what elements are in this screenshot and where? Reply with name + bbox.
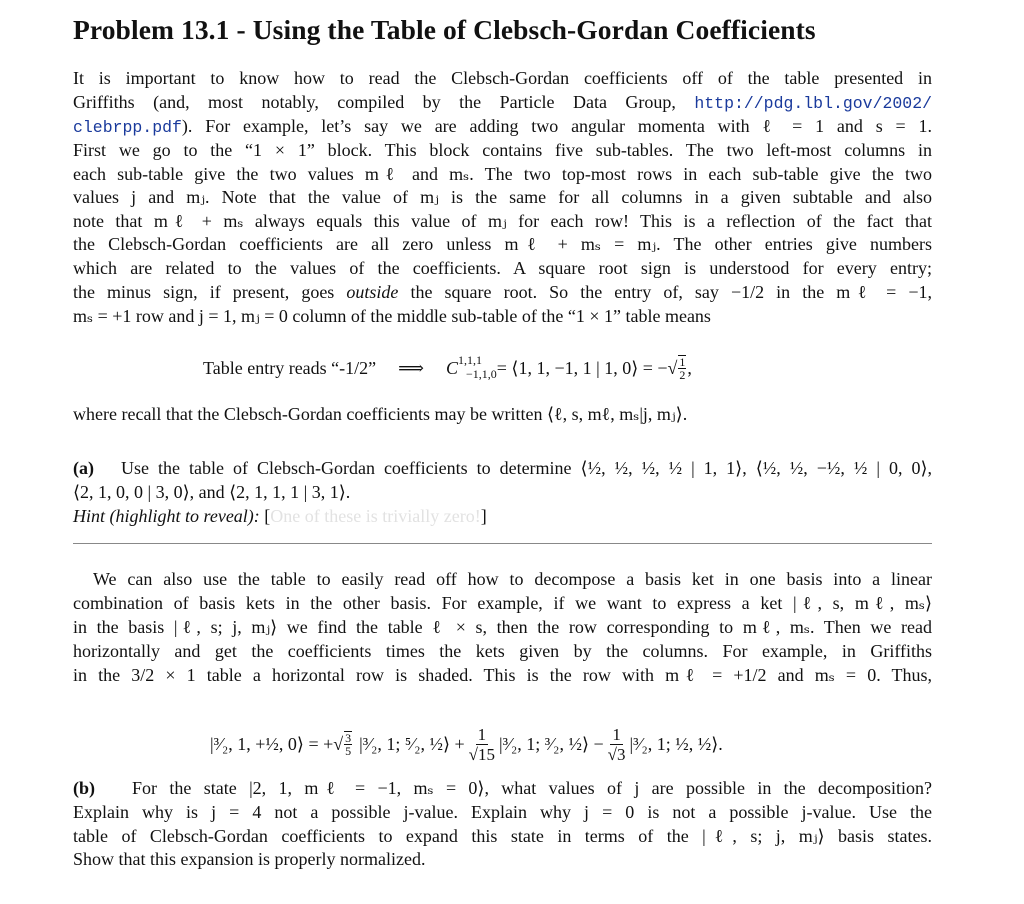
cg-symbol: C (445, 358, 458, 378)
eq-middle: = ⟨1, 1, −1, 1 | 1, 0⟩ = −√ (496, 358, 678, 378)
hidden-hint[interactable]: One of these is trivially zero! (270, 506, 481, 526)
text-line: combination of basis kets in the other basis. For example, if we want to express a ket |ℓ, s, mℓ, mₛ⟩ (73, 593, 932, 613)
fraction (469, 725, 495, 764)
text-line: mₛ = +1 row and j = 1, mⱼ = 0 column of the middle sub-table of the “1 × 1” table means (73, 306, 711, 326)
ket: |³⁄₂, 1; ½, ½⟩. (629, 734, 723, 754)
recall-line: where recall that the Clebsch-Gordan coefficients may be written ⟨ℓ, s, mℓ, mₛ|j, mⱼ⟩. (73, 404, 688, 424)
denominator: 2 (679, 368, 686, 382)
fraction (344, 731, 352, 757)
ket: |³⁄₂, 1; ³⁄₂, ½⟩ − (499, 734, 604, 754)
text-line: values j and mⱼ. Note that the value of mⱼ is the same for all columns in a given subtable and also (73, 187, 932, 207)
text-line: First we go to the “1 × 1” block. This block contains five sub-tables. The two left-most columns in (73, 140, 932, 160)
page-title: Problem 13.1 - Using the Table of Clebsch-Gordan Coefficients (73, 14, 816, 45)
text-line: the Clebsch-Gordan coefficients are all zero unless mℓ + mₛ = mⱼ. The other entries give numbers (73, 234, 932, 254)
text-line: which are related to the values of the coefficients. A square root sign is understood for every entry; (73, 258, 932, 278)
text-line: note that mℓ + mₛ always equals this value of mⱼ for each row! This is a reflection of the fact that (73, 211, 932, 231)
denominator: √15 (468, 744, 495, 764)
text-line (73, 91, 932, 115)
text-line (73, 115, 932, 139)
part-label: (a) (73, 458, 94, 478)
text-line: Show that this expansion is properly normalized. (73, 849, 426, 869)
bracket: [ (264, 506, 271, 526)
fraction (678, 355, 686, 381)
emphasis: outside (346, 282, 399, 302)
hint-label: Hint (highlight to reveal): (73, 506, 260, 526)
text-segment: Use the table of Clebsch-Gordan coefficients to determine ⟨½, ½, ½, ½ | 1, 1⟩, ⟨½, ½, −½, ½ | 0, 0⟩, (121, 458, 933, 478)
text-line: table of Clebsch-Gordan coefficients to expand this state in terms of the |ℓ, s; j, mⱼ⟩ basis states. (73, 826, 932, 846)
numerator: 1 (679, 355, 686, 369)
cg-superscript: 1,1,1 (457, 353, 482, 367)
equation-table-entry (203, 350, 692, 386)
equation-decomposition (210, 722, 723, 766)
text-line: in the basis |ℓ, s; j, mⱼ⟩ we find the table ℓ × s, then the row corresponding to mℓ, mₛ. Then we read (73, 617, 932, 637)
hint-line (73, 505, 932, 527)
text-line: We can also use the table to easily read off how to decompose a basis ket in one basis into a linear (93, 569, 932, 589)
denominator: √3 (607, 744, 626, 764)
eq-lhs: |³⁄₂, 1, +½, 0⟩ = +√ (210, 734, 344, 754)
text-line: in the 3/2 × 1 table a horizontal row is shaded. This is the row with mℓ = +1/2 and mₛ = 0. Thus, (73, 665, 932, 685)
text-line (73, 281, 932, 303)
text-line (73, 457, 932, 479)
divider (73, 543, 932, 544)
numerator: 1 (612, 724, 621, 744)
pdg-link[interactable]: http://pdg.lbl.gov/2002/ (694, 94, 932, 113)
numerator: 1 (477, 724, 487, 744)
text-line: horizontally and get the coefficients times the kets given by the columns. For example, in Griffiths (73, 641, 932, 661)
pdg-link-continued[interactable]: clebrpp.pdf (73, 118, 182, 137)
bracket: ] (480, 506, 487, 526)
text-line: ⟨2, 1, 0, 0 | 3, 0⟩, and ⟨2, 1, 1, 1 | 3, 1⟩. (73, 482, 351, 502)
text-segment: the minus sign, if present, goes (73, 282, 335, 302)
text-segment: the square root. So the entry of, say −1/2 in the mℓ = −1, (410, 282, 932, 302)
denominator: 5 (345, 744, 352, 758)
part-label: (b) (73, 778, 95, 798)
text-line: It is important to know how to read the Clebsch-Gordan coefficients off of the table presented in (73, 68, 932, 88)
text-line: Explain why is j = 4 not a possible j-value. Explain why j = 0 is not a possible j-value. Use the (73, 802, 932, 822)
cg-subscript: −1,1,0 (465, 367, 497, 381)
fraction (608, 725, 626, 764)
ket: |³⁄₂, 1; ⁵⁄₂, ½⟩ + (359, 734, 465, 754)
eq-label: Table entry reads “-1/2” (203, 358, 377, 378)
text-segment: For the state |2, 1, mℓ = −1, mₛ = 0⟩, what values of j are possible in the decomposition? (132, 778, 932, 798)
numerator: 3 (345, 731, 352, 745)
text-line: each sub-table give the two values mℓ and mₛ. The two top-most rows in each sub-table give the two (73, 164, 932, 184)
text-line (73, 777, 932, 799)
text-segment: Griffiths (and, most notably, compiled by the Particle Data Group, (73, 92, 676, 112)
implies-arrow: ⟹ (398, 358, 424, 378)
text-segment: ). For example, let’s say we are adding two angular momenta with ℓ = 1 and s = 1. (181, 116, 932, 136)
eq-end: , (687, 358, 692, 378)
